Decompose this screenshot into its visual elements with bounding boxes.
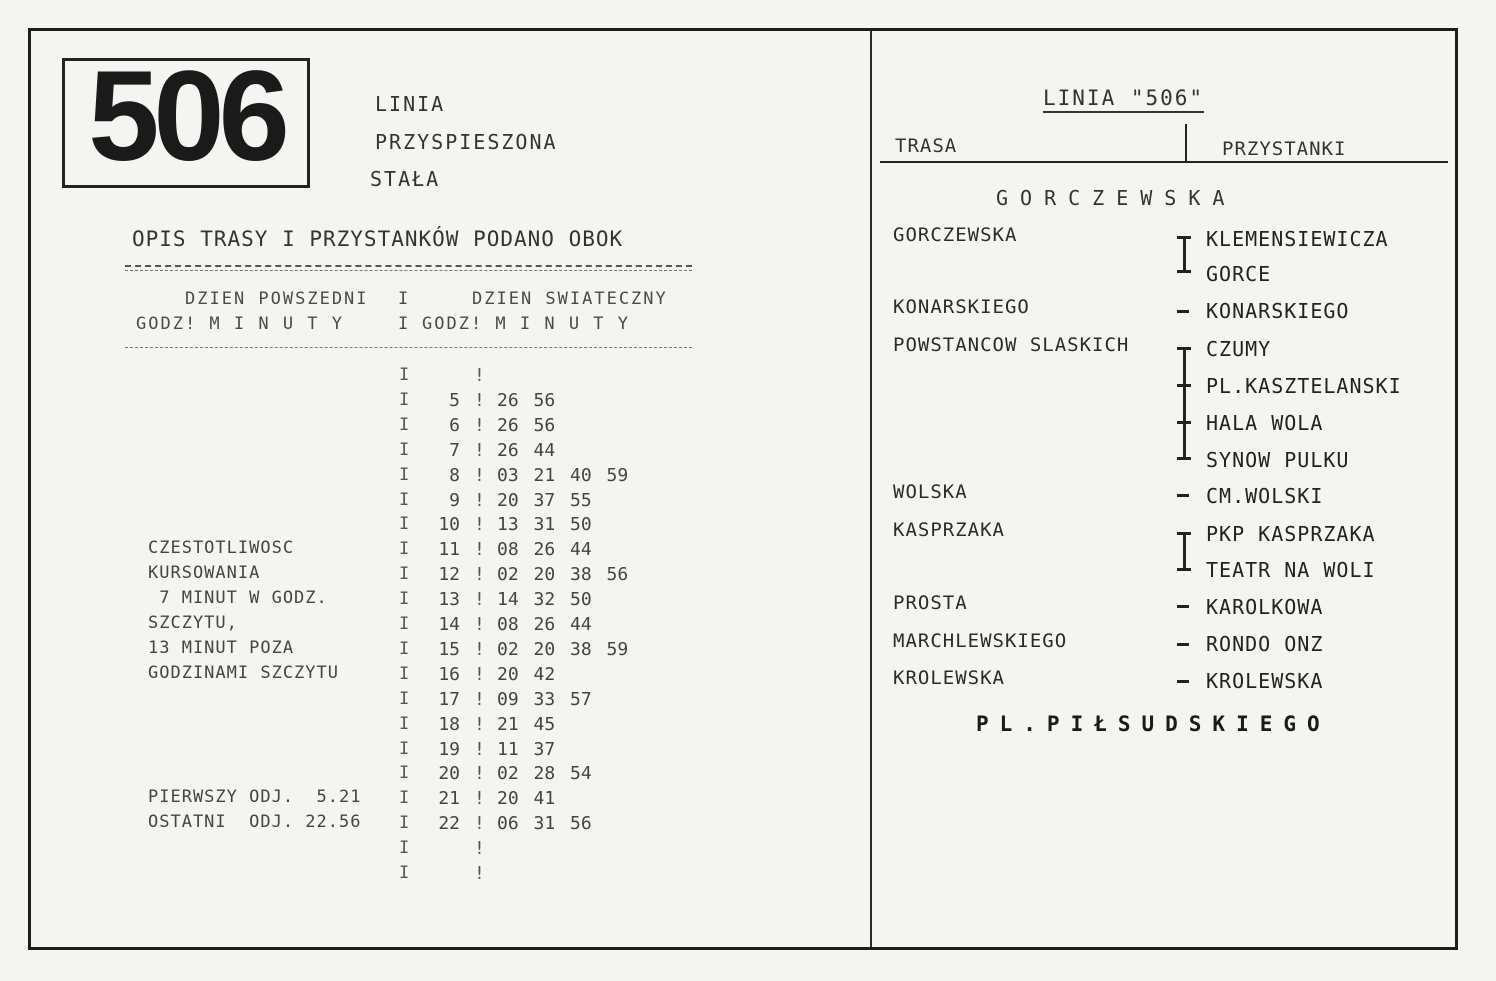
start-terminus: GORCZEWSKA (996, 186, 1237, 210)
frequency-note-2: KURSOWANIA (148, 563, 261, 583)
timetable-hour: 5 (449, 389, 460, 411)
weekday-columns: GODZ! M I N U T Y (136, 314, 344, 334)
last-departure: OSTATNI ODJ. 22.56 (148, 812, 362, 832)
timetable-hour: 20 (438, 763, 460, 785)
hour-separator: ! (474, 439, 485, 461)
timetable-separator: I (399, 638, 410, 659)
hour-separator: ! (474, 763, 485, 785)
timetable-separator: I (399, 564, 410, 585)
frequency-note-4: SZCZYTU, (148, 613, 238, 633)
columns-separator: I (398, 314, 411, 334)
timetable-hour: 22 (438, 813, 460, 835)
hour-separator: ! (474, 713, 485, 735)
line-type-1: LINIA (375, 92, 446, 116)
frequency-note-5: 13 MINUT POZA (148, 638, 295, 658)
center-divider (870, 31, 872, 947)
stop-pl-kasztelanski: PL.KASZTELANSKI (1206, 374, 1402, 398)
heading-underline-2 (125, 270, 692, 271)
timetable-separator: I (399, 389, 410, 410)
connector-tick (1177, 421, 1191, 424)
timetable-hour: 10 (438, 514, 460, 536)
hour-separator: ! (474, 539, 485, 561)
timetable-hour: 15 (438, 638, 460, 660)
timetable-hour: 17 (438, 688, 460, 710)
timetable-separator: I (399, 838, 410, 859)
hour-separator: ! (474, 489, 485, 511)
timetable-separator: I (399, 663, 410, 684)
hour-separator: ! (474, 514, 485, 536)
frequency-note-6: GODZINAMI SZCZYTU (148, 663, 339, 683)
connector-bar (1183, 347, 1186, 459)
timetable-minutes: 20 37 55 (497, 489, 592, 511)
header-separator: I (398, 289, 411, 309)
connector-bottom (1177, 457, 1191, 460)
weekday-label: DZIEN POWSZEDNI (185, 289, 369, 309)
line-number: 506 (88, 45, 284, 188)
timetable-minutes: 20 42 (497, 663, 556, 685)
timetable-hour: 14 (438, 614, 460, 635)
connector-bottom (1177, 568, 1191, 571)
hour-separator: ! (474, 838, 485, 860)
hour-separator: ! (474, 389, 485, 411)
street-marchlewskiego: MARCHLEWSKIEGO (893, 630, 1068, 652)
timetable-hour: 12 (438, 564, 460, 586)
hour-separator: ! (474, 813, 485, 835)
timetable-hour: 19 (438, 738, 460, 760)
connector-dash (1177, 680, 1189, 683)
timetable-separator: I (399, 464, 410, 485)
hour-separator: ! (474, 589, 485, 611)
hour-separator: ! (474, 464, 485, 486)
timetable-minutes: 03 21 40 59 (497, 464, 629, 486)
hour-separator: ! (474, 788, 485, 810)
timetable-separator: I (399, 589, 410, 610)
stop-gorce: GORCE (1206, 262, 1272, 286)
timetable-separator: I (399, 614, 410, 634)
hour-separator: ! (474, 738, 485, 760)
timetable-hour: 8 (449, 464, 460, 486)
holiday-label: DZIEN SWIATECZNY (472, 289, 668, 309)
holiday-columns: GODZ! M I N U T Y (422, 314, 630, 334)
stop-cm-wolski: CM.WOLSKI (1206, 484, 1324, 508)
header-column-separator (1185, 124, 1187, 162)
street-prosta: PROSTA (893, 592, 968, 614)
timetable-separator: I (399, 738, 410, 759)
timetable-separator: I (399, 688, 410, 709)
street-konarskiego: KONARSKIEGO (893, 296, 1030, 318)
line-type-2: PRZYSPIESZONA (375, 130, 558, 154)
stop-teatr-na-woli: TEATR NA WOLI (1206, 558, 1376, 582)
timetable-minutes: 02 20 38 59 (497, 638, 629, 660)
timetable-separator: I (399, 365, 410, 385)
street-wolska: WOLSKA (893, 481, 968, 503)
route-title: LINIA "506" (1043, 86, 1204, 113)
frequency-note-1: CZESTOTLIWOSC (148, 538, 295, 558)
timetable-hour: 18 (438, 713, 460, 735)
timetable-minutes: 21 45 (497, 713, 556, 735)
route-column-header: TRASA (895, 135, 958, 157)
timetable-minutes: 06 31 56 (497, 813, 592, 835)
timetable-hour: 16 (438, 663, 460, 685)
timetable-minutes: 26 56 (497, 414, 556, 436)
timetable-separator: I (399, 439, 410, 460)
timetable-minutes: 09 33 57 (497, 688, 592, 710)
timetable-separator: I (399, 788, 410, 809)
hour-separator: ! (474, 863, 485, 884)
route-description-heading: OPIS TRASY I PRZYSTANKÓW PODANO OBOK (132, 227, 624, 251)
connector-bar (1183, 236, 1186, 272)
connector-dash (1177, 643, 1189, 646)
timetable-minutes: 14 32 50 (497, 589, 592, 611)
stop-karolkowa: KAROLKOWA (1206, 595, 1324, 619)
street-gorczewska: GORCZEWSKA (893, 224, 1018, 246)
timetable-minutes: 20 41 (497, 788, 556, 810)
timetable-separator: I (399, 763, 410, 784)
heading-underline (125, 265, 692, 267)
stop-czumy: CZUMY (1206, 337, 1272, 361)
connector-bar (1183, 532, 1186, 570)
timetable-separator: I (399, 489, 410, 510)
header-rule (125, 347, 692, 348)
connector-dash (1177, 494, 1189, 497)
timetable-separator: I (399, 713, 410, 734)
timetable-hour: 6 (449, 414, 460, 436)
connector-dash (1177, 310, 1189, 313)
hour-separator: ! (474, 564, 485, 586)
hour-separator: ! (474, 688, 485, 710)
hour-separator: ! (474, 663, 485, 685)
timetable-minutes: 26 44 (497, 439, 556, 461)
connector-tick (1177, 384, 1191, 387)
line-number-badge (62, 45, 310, 188)
stop-synow-pulku: SYNOW PULKU (1206, 448, 1350, 472)
timetable-separator: I (399, 514, 410, 535)
timetable-separator: I (399, 414, 410, 435)
timetable-minutes: 13 31 50 (497, 514, 592, 536)
end-terminus: PL.PIŁSUDSKIEGO (976, 712, 1331, 736)
header-rule-right (880, 161, 1448, 163)
timetable-hour: 9 (449, 489, 460, 511)
stop-rondo-onz: RONDO ONZ (1206, 632, 1324, 656)
street-krolewska: KROLEWSKA (893, 667, 1005, 689)
connector-bottom (1177, 270, 1191, 273)
timetable-separator: I (399, 863, 410, 883)
timetable-separator: I (399, 813, 410, 834)
connector-dash (1177, 605, 1189, 608)
timetable-minutes: 02 28 54 (497, 763, 592, 785)
hour-separator: ! (474, 365, 485, 386)
timetable-minutes: 08 26 44 (497, 539, 592, 561)
timetable-hour: 11 (438, 539, 460, 561)
stop-pkp-kasprzaka: PKP KASPRZAKA (1206, 522, 1376, 546)
hour-separator: ! (474, 414, 485, 436)
timetable-separator: I (399, 539, 410, 560)
stop-hala-wola: HALA WOLA (1206, 411, 1324, 435)
hour-separator: ! (474, 638, 485, 660)
hour-separator: ! (474, 614, 485, 635)
timetable-minutes: 02 20 38 56 (497, 564, 629, 586)
timetable-minutes: 11 37 (497, 738, 556, 760)
timetable-hour: 7 (449, 439, 460, 461)
timetable-minutes: 08 26 44 (497, 614, 592, 635)
first-departure: PIERWSZY ODJ. 5.21 (148, 787, 362, 807)
timetable-hour: 21 (438, 788, 460, 810)
stop-konarskiego: KONARSKIEGO (1206, 299, 1350, 323)
street-powstancow-slaskich: POWSTANCOW SLASKICH (893, 334, 1130, 356)
timetable-hour: 13 (438, 589, 460, 611)
line-type-3: STAŁA (370, 167, 441, 191)
stop-krolewska: KROLEWSKA (1206, 669, 1324, 693)
frequency-note-3: 7 MINUT W GODZ. (148, 588, 328, 608)
street-kasprzaka: KASPRZAKA (893, 519, 1005, 541)
timetable-minutes: 26 56 (497, 389, 556, 411)
stop-klemensiewicza: KLEMENSIEWICZA (1206, 227, 1389, 251)
stops-column-header: PRZYSTANKI (1222, 138, 1347, 160)
